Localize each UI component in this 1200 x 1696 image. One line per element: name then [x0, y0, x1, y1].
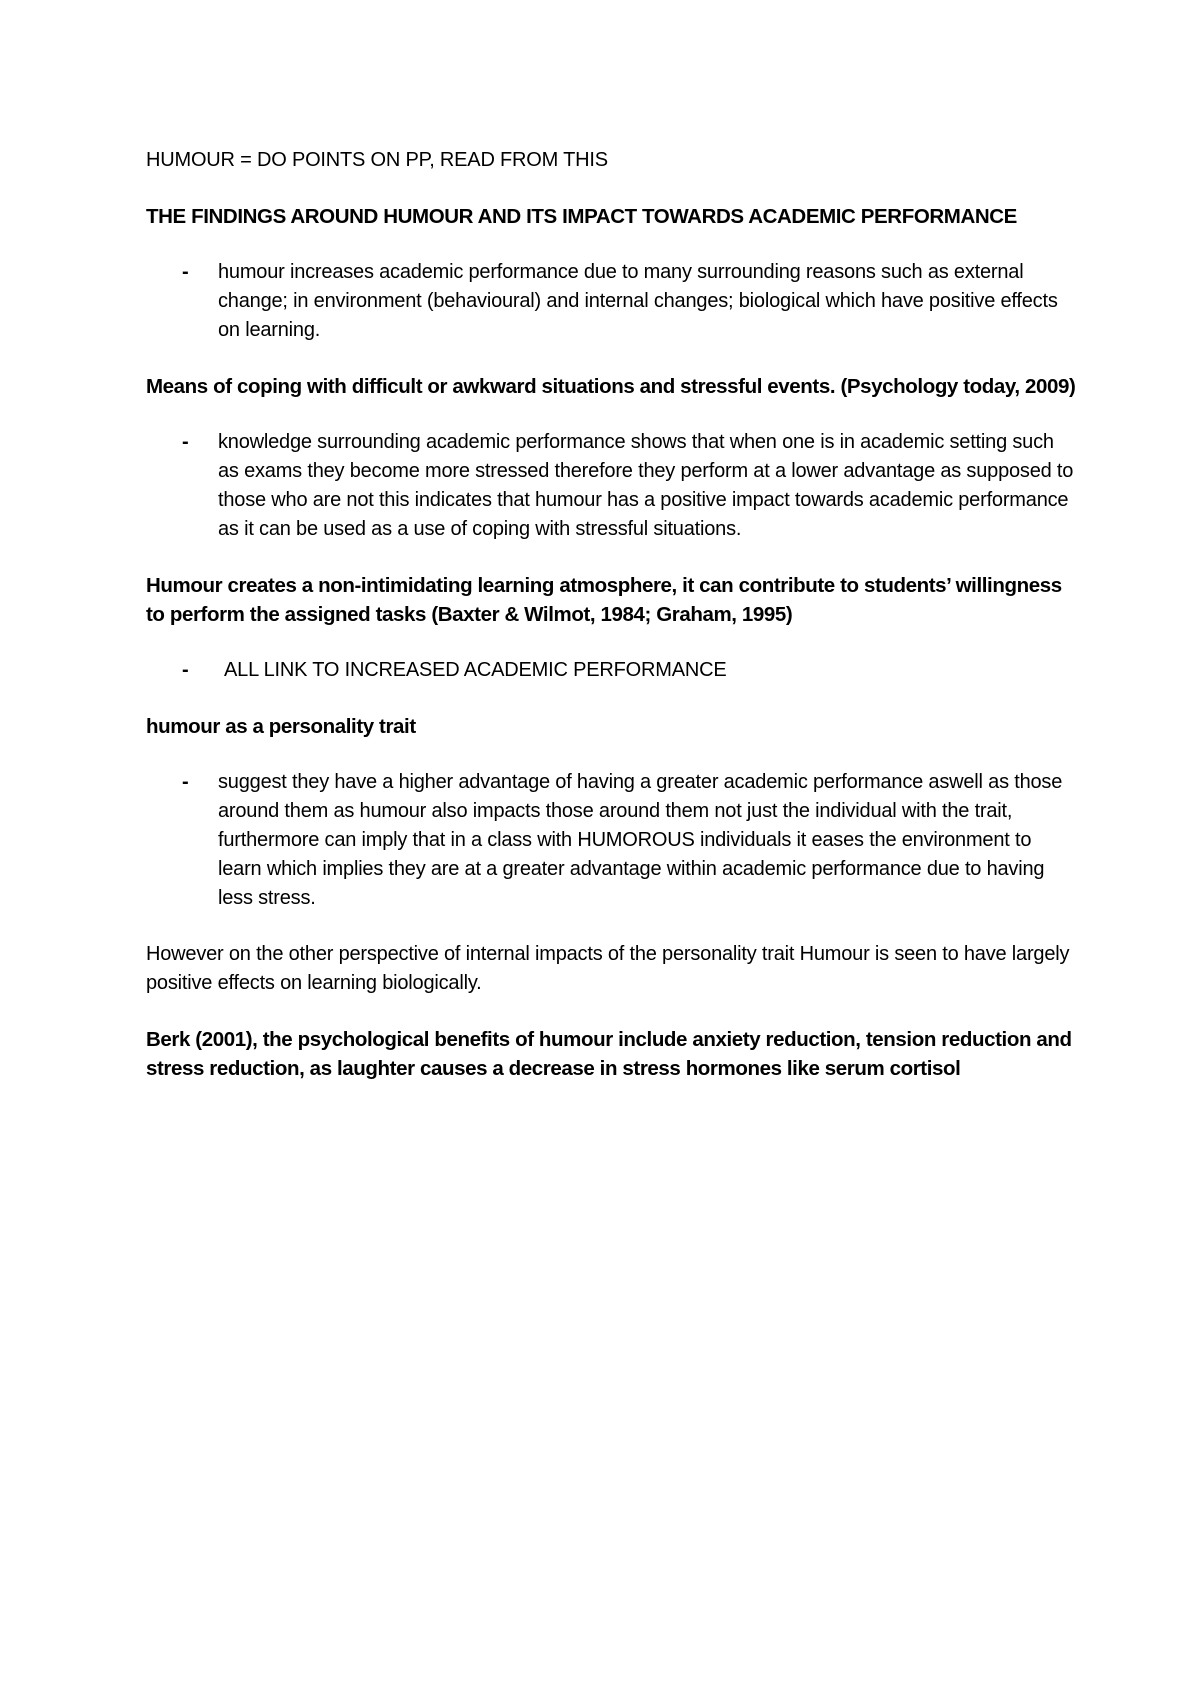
bullet-dash: -	[182, 659, 189, 681]
bullet-dash: -	[182, 771, 189, 793]
bullet-text: knowledge surrounding academic performance shows that when one is in academic setting such as exams they become more stressed therefore they perform at a lower advantage as supposed to those who are not this indicates that humour has a positive impact towards academic performance as it can be used as a use of coping with stressful situations.	[218, 431, 1074, 540]
section-heading-berk: Berk (2001), the psychological benefits of humour include anxiety reduction, tension reduction and stress reduction, as laughter causes a decrease in stress hormones like serum cortisol	[146, 1028, 1072, 1080]
body-paragraph: However on the other perspective of internal impacts of the personality trait Humour is seen to have largely positive effects on learning biologically.	[146, 943, 1070, 994]
bullet-text: ALL LINK TO INCREASED ACADEMIC PERFORMANCE	[224, 659, 727, 681]
bullet-item	[146, 258, 1076, 345]
section-heading-coping: Means of coping with difficult or awkward situations and stressful events. (Psychology today, 2009)	[146, 375, 1076, 398]
bullet-text: humour increases academic performance due to many surrounding reasons such as external change; in environment (behavioural) and internal changes; biological which have positive effects on learning.	[218, 261, 1058, 341]
bullet-dash: -	[182, 261, 189, 283]
section-heading-atmosphere: Humour creates a non-intimidating learning atmosphere, it can contribute to students’ willingness to perform the assigned tasks (Baxter & Wilmot, 1984; Graham, 1995)	[146, 574, 1062, 626]
bullet-text: suggest they have a higher advantage of having a greater academic performance aswell as those around them as humour also impacts those around them not just the individual with the trait, furthermore can imply that in a class with HUMOROUS individuals it eases the environment to learn which implies they are at a greater advantage within academic performance due to having less stress.	[218, 771, 1063, 909]
title-line: HUMOUR = DO POINTS ON PP, READ FROM THIS	[146, 149, 608, 171]
bullet-item	[146, 656, 1076, 685]
document-body	[146, 146, 1076, 1110]
bullet-item	[146, 768, 1076, 913]
section-heading-personality: humour as a personality trait	[146, 715, 416, 738]
bullet-dash: -	[182, 431, 189, 453]
main-heading: THE FINDINGS AROUND HUMOUR AND ITS IMPACT TOWARDS ACADEMIC PERFORMANCE	[146, 205, 1017, 228]
bullet-item	[146, 428, 1076, 544]
